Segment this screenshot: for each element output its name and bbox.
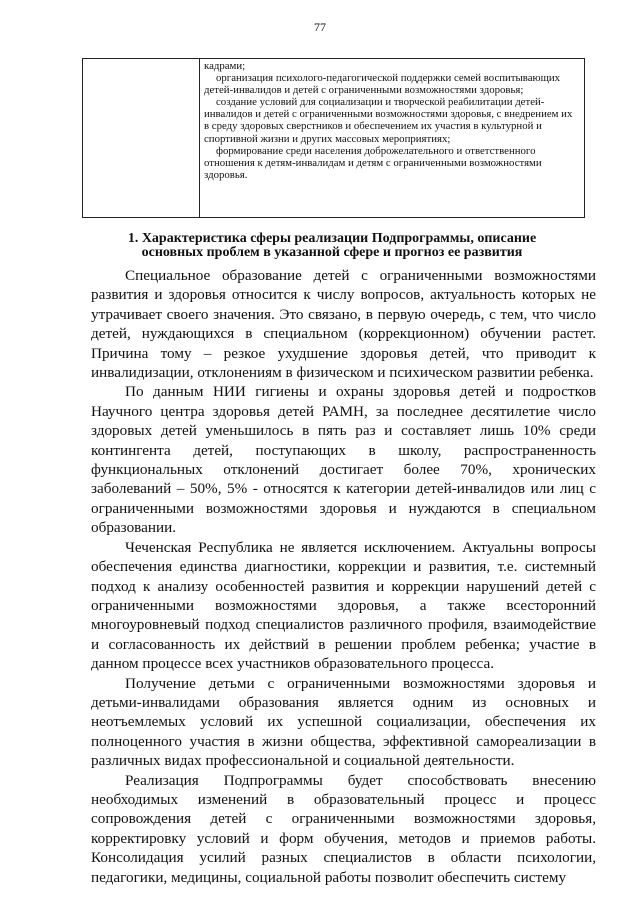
paragraph: Реализация Подпрограммы будет способствовать внесению необходимых изменений в образовательный процесс и процесс сопровождения детей с ограниченными возможностями здоровья, корректировку условий и форм обучения, методов и приемов работы. Консолидация усилий разных специалистов в области психологии, педагогики, медицины, социальной работы позволит обеспечить систему [91,771,596,886]
section-heading-line-1: 1. Характеристика сферы реализации Подпрограммы, описание [127,231,537,246]
paragraph: По данным НИИ гигиены и охраны здоровья детей и подростков Научного центра здоровья детей РАМН, за последнее десятилетие число здоровых детей уменьшилось в пять раз и составляет лишь 10% среди контингента детей, поступающих в школу, распространенность функциональных отклонений достигает более 70%, хронических заболеваний – 50%, 5% - относятся к категории детей-инвалидов или лиц с ограниченными возможностями здоровья и нуждаются в специальном образовании. [91,383,596,537]
paragraph: Чеченская Республика не является исключением. Актуальны вопросы обеспечения единства диагностики, коррекции и развития, т.е. системный подход к анализу особенностей развития и коррекции нарушений детей с ограниченными возможностями здоровья, а также всесторонний многоуровневый подход специалистов различного профиля, взаимодействие и согласованность их действий в решении проблем ребенка; участие в данном процессе всех участников образовательного процесса. [91,538,596,673]
table-line: кадрами; [204,60,246,72]
table-line: формирование среди населения доброжелательного и ответственного отношения к детям-инвалидам и детям с ограниченными возможностями здоровья. [204,144,542,181]
table-right-cell [200,59,584,217]
table-left-cell [83,59,200,217]
section-heading-line-2: основных проблем в указанной сфере и прогноз ее развития [141,245,523,260]
page-number: 77 [314,20,326,34]
paragraph: Получение детьми с ограниченными возможностями здоровья и детьми-инвалидами образования является одним из основных и неотъемлемых условий их успешной социализации, обеспечения их полноценного участия в жизни общества, эффективной самореализации в различных видах профессиональной и социальной деятельности. [91,674,596,770]
body-text [91,266,596,887]
section-heading [92,232,572,260]
table-line: создание условий для социализации и творческой реабилитации детей-инвалидов и детей с ограниченными возможностями здоровья, с внедрением их в среду здоровых сверстников и обеспечением их участия в культурной и спортивной жизни и других массовых мероприятиях; [204,96,573,145]
continuation-table [82,58,585,218]
paragraph: Специальное образование детей с ограниченными возможностями развития и здоровья относится к числу вопросов, актуальность которых не утрачивает своего значения. Это связано, в первую очередь, с тем, что число детей, нуждающихся в специальном (коррекционном) обучении растет. Причина тому – резкое ухудшение здоровья детей, что приводит к инвалидизации, отклонениям в физическом и психическом развитии ребенка. [91,267,596,382]
table-line: организация психолого-педагогической поддержки семей воспитывающих детей-инвалидов и детей с ограниченными возможностями здоровья; [204,72,561,97]
